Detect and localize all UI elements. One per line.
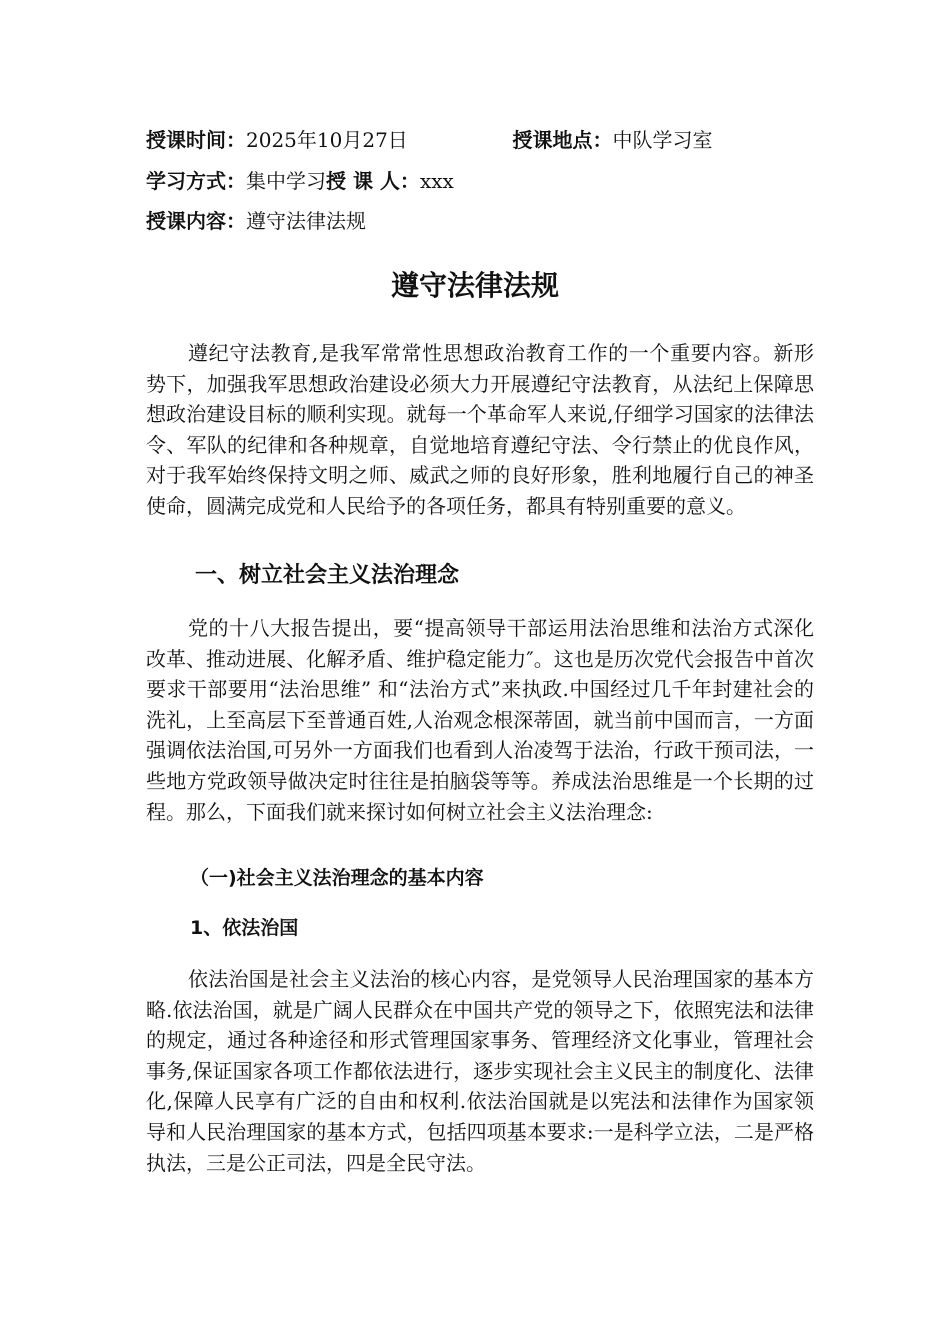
place-label: 授课地点： xyxy=(512,128,613,152)
document-title: 遵守法律法规 xyxy=(390,269,559,302)
method-value: 集中学习 xyxy=(246,169,326,193)
meta-method-teacher-line xyxy=(146,167,454,195)
section1-item-paragraph: 依法治国是社会主义法治的核心内容，是党领导人民治理国家的基本方略.依法治国，就是广阔人民群众在中国共产党的领导之下，依照宪法和法律的规定，通过各种途径和形式管理国家事务、管理经济文化事业，管理社会事务,保证国家各项工作都依法进行，逐步实现社会主义民主的制度化、法律化,保障人民享有广泛的自由和权利.依法治国就是以宪法和法律作为国家领导和人民治理国家的基本方式，包括四项基本要求:一是科学立法，二是严格执法，三是公正司法，四是全民守法。 xyxy=(146,967,814,1175)
content-label: 授课内容： xyxy=(146,209,246,233)
teacher-value: xxx xyxy=(419,169,454,193)
section1-item-heading: 1、依法治国 xyxy=(190,917,299,939)
meta-time-place-line xyxy=(146,126,713,154)
content-value: 遵守法律法规 xyxy=(246,209,366,233)
intro-paragraph: 遵纪守法教育,是我军常常性思想政治教育工作的一个重要内容。新形势下，加强我军思想政治建设必须大力开展遵纪守法教育，从法纪上保障思想政治建设目标的顺利实现。就每一个革命军人来说,仔细学习国家的法律法令、军队的纪律和各种规章，自觉地培育遵纪守法、令行禁止的优良作风，对于我军始终保持文明之师、威武之师的良好形象，胜利地履行自己的神圣使命，圆满完成党和人民给予的各项任务，都具有特别重要的意义。 xyxy=(146,341,814,518)
section1-sub-heading: （一)社会主义法治理念的基本内容 xyxy=(190,867,484,889)
time-value: 2025年10月27日 xyxy=(246,128,408,152)
time-label: 授课时间： xyxy=(146,128,246,152)
teacher-label: 授 课 人： xyxy=(326,169,420,193)
section1-heading: 一、树立社会主义法治理念 xyxy=(195,563,460,588)
method-label: 学习方式： xyxy=(146,169,246,193)
section1-paragraph: 党的十八大报告提出，要“提高领导干部运用法治思维和法治方式深化改革、推动进展、化解矛盾、维护稳定能力″。这也是历次党代会报告中首次要求干部要用“法治思维” 和“法治方式”来执政.中国经过几千年封建社会的洗礼，上至高层下至普通百姓,人治观念根深蒂固，就当前中国而言，一方面强调依法治国,可另外一方面我们也看到人治凌驾于法治，行政干预司法，一些地方党政领导做决定时往往是拍脑袋等等。养成法治思维是一个长期的过程。那么，下面我们就来探讨如何树立社会主义法治理念: xyxy=(146,616,814,824)
place-value: 中队学习室 xyxy=(612,128,713,152)
meta-content-line xyxy=(146,207,366,235)
